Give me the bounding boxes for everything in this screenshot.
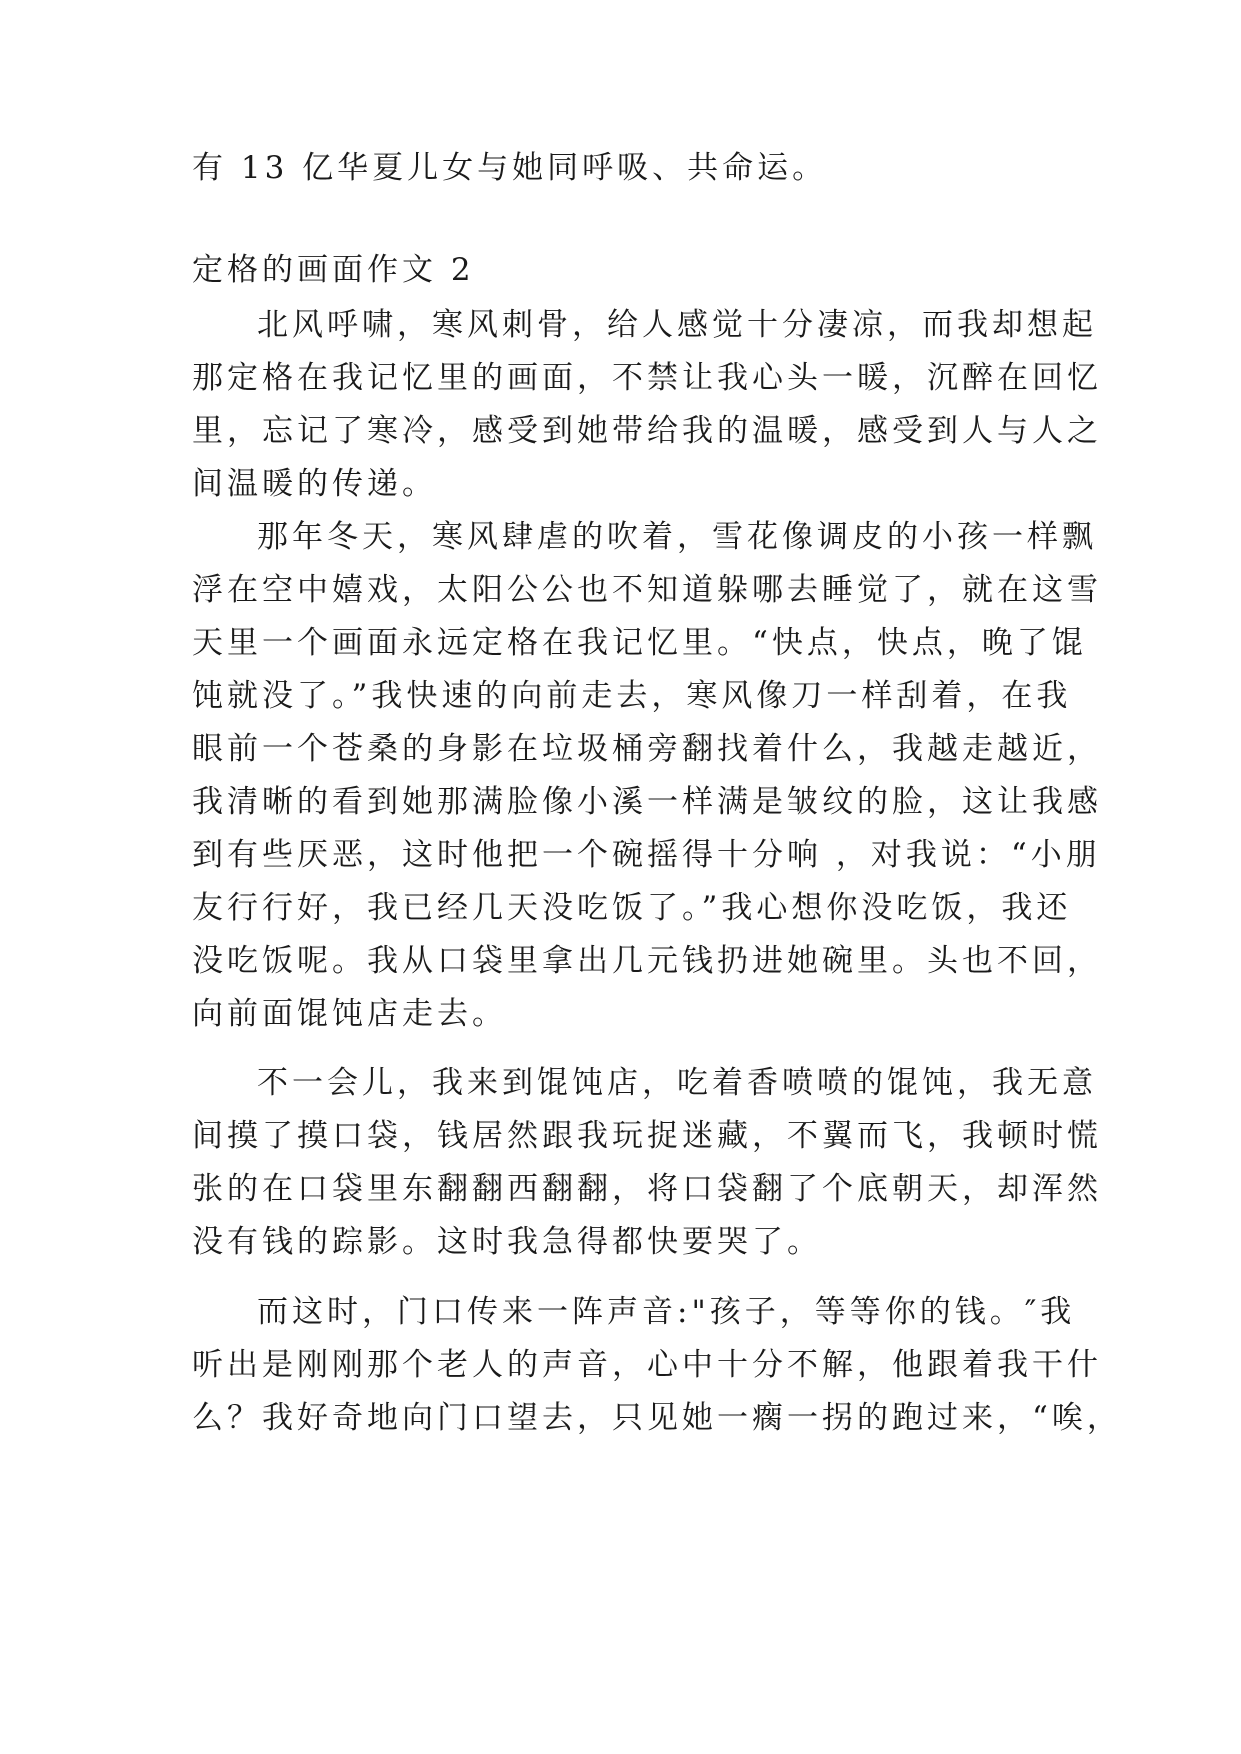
paragraph-line: 我清晰的看到她那满脸像小溪一样满是皱纹的脸，这让我感 (192, 784, 1102, 820)
paragraph-line: 么？我好奇地向门口望去，只见她一瘸一拐的跑过来，“唉， (192, 1400, 1122, 1436)
paragraph-line: 天里一个画面永远定格在我记忆里。“快点，快点，晚了馄 (192, 625, 1087, 661)
paragraph-line: 里，忘记了寒冷，感受到她带给我的温暖，感受到人与人之 (192, 413, 1102, 449)
paragraph-line: 那年冬天，寒风肆虐的吹着，雪花像调皮的小孩一样飘 (257, 519, 1097, 555)
paragraph-line: 饨就没了。”我快速的向前走去，寒风像刀一样刮着，在我 (192, 678, 1072, 714)
paragraph-line: 到有些厌恶，这时他把一个碗摇得十分响 ，对我说：“小朋 (192, 837, 1101, 873)
paragraph-line: 而这时，门口传来一阵声音:"孩子，等等你的钱。″我 (257, 1294, 1076, 1330)
paragraph-line: 浮在空中嬉戏，太阳公公也不知道躲哪去睡觉了，就在这雪 (192, 572, 1102, 608)
paragraph-line: 北风呼啸，寒风刺骨，给人感觉十分凄凉，而我却想起 (257, 307, 1097, 343)
paragraph-line: 向前面馄饨店走去。 (192, 996, 507, 1032)
paragraph-line: 那定格在我记忆里的画面，不禁让我心头一暖，沉醉在回忆 (192, 360, 1102, 396)
paragraph-line: 间温暖的传递。 (192, 466, 437, 502)
intro-line: 有 13 亿华夏儿女与她同呼吸、共命运。 (192, 150, 828, 186)
section-title: 定格的画面作文 2 (192, 252, 475, 288)
paragraph-line: 眼前一个苍桑的身影在垃圾桶旁翻找着什么，我越走越近， (192, 731, 1102, 767)
paragraph-line: 听出是刚刚那个老人的声音，心中十分不解，他跟着我干什 (192, 1347, 1102, 1383)
paragraph-line: 张的在口袋里东翻翻西翻翻，将口袋翻了个底朝天，却浑然 (192, 1171, 1102, 1207)
paragraph-line: 不一会儿，我来到馄饨店，吃着香喷喷的馄饨，我无意 (257, 1065, 1097, 1101)
paragraph-line: 间摸了摸口袋，钱居然跟我玩捉迷藏，不翼而飞，我顿时慌 (192, 1118, 1102, 1154)
paragraph-line: 没有钱的踪影。这时我急得都快要哭了。 (192, 1224, 822, 1260)
paragraph-line: 友行行好，我已经几天没吃饭了。”我心想你没吃饭，我还 (192, 890, 1072, 926)
paragraph-line: 没吃饭呢。我从口袋里拿出几元钱扔进她碗里。头也不回， (192, 943, 1102, 979)
